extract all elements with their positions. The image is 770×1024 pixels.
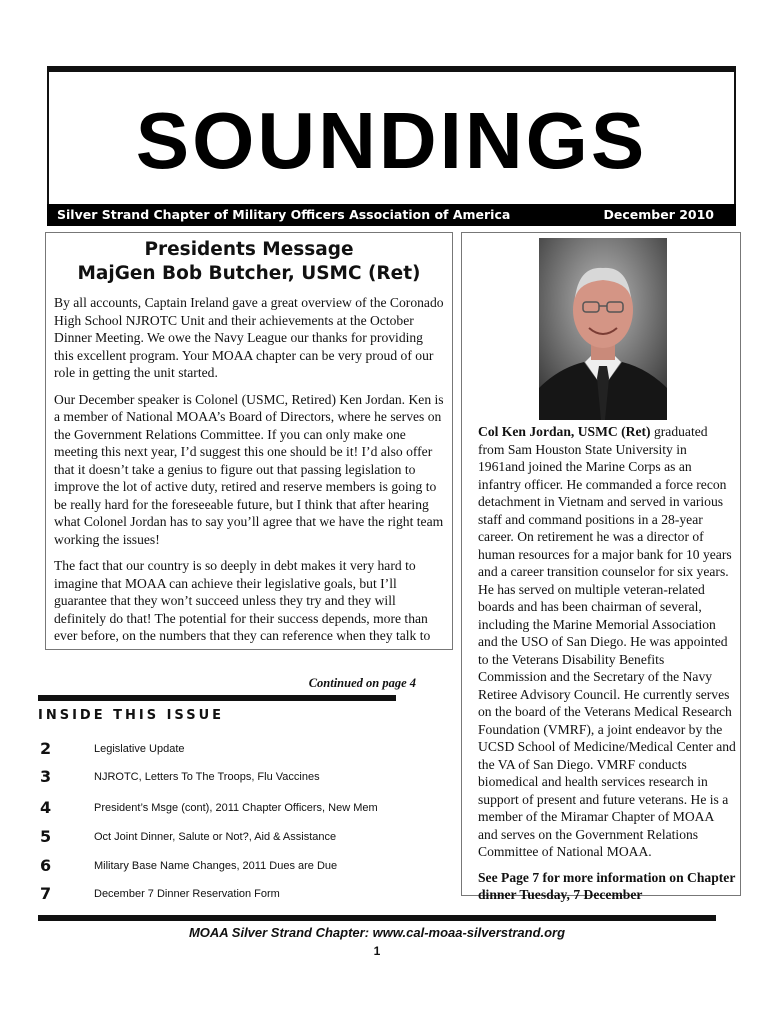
toc-item[interactable] bbox=[38, 738, 458, 760]
newsletter-title: SOUNDINGS bbox=[135, 96, 648, 185]
paragraph: The fact that our country is so deeply in debt makes it very hard to imagine that MOAA can achieve their legislative goals, but I’ll guarantee that they won’t succeed unless they try and they will definitely do that! The potential for their success depends, more than ever before, on the numbers that they can reference when they talk to bbox=[54, 558, 431, 643]
toc-page-number: 6 bbox=[40, 856, 52, 875]
speaker-bio bbox=[478, 423, 736, 861]
toc-item[interactable] bbox=[38, 826, 458, 848]
toc-label: Oct Joint Dinner, Salute or Not?, Aid & Assistance bbox=[94, 831, 337, 843]
inside-issue-rule bbox=[38, 695, 396, 701]
toc-label: NJROTC, Letters To The Troops, Flu Vaccines bbox=[94, 771, 320, 783]
masthead-right-border bbox=[734, 66, 736, 204]
toc-label: December 7 Dinner Reservation Form bbox=[94, 888, 280, 900]
page-number: 1 bbox=[373, 944, 381, 958]
toc-page-number: 2 bbox=[40, 739, 52, 758]
toc-item[interactable] bbox=[38, 855, 458, 877]
footer-website[interactable]: MOAA Silver Strand Chapter: www.cal-moaa-silverstrand.org bbox=[188, 925, 566, 940]
see-page-text: See Page 7 for more information on Chapter dinner Tuesday, 7 December bbox=[478, 869, 736, 902]
toc-item[interactable] bbox=[38, 883, 458, 905]
title-line-2: MajGen Bob Butcher, USMC (Ret) bbox=[77, 263, 421, 284]
inside-issue-heading: INSIDE THIS ISSUE bbox=[38, 708, 225, 723]
issue-date: December 2010 bbox=[603, 207, 714, 222]
speaker-bio-text: graduated from Sam Houston State University in 1961and joined the Marine Corps as an infantry officer. He commanded a force recon detachment in Vietnam and served in various staff and command positions in a 28-year career. On retirement he was a director of human resources for a major bank for 10 years and a career transition counselor for six years. He has served on multiple veteran-related boards and has been chairman of several, including the Marine Memorial Association and the USO of San Diego. He was appointed to the Veterans Disability Benefits Commission and the Secretary of the Navy Retiree Advisory Council. He currently serves on the board of the Veterans Medical Research Foundation (VMRF), a joint endeavor by the UCSD School of Medicine/Medical Center and the VA of San Diego. VMRF conducts biomedical and health services research in support of present and future veterans. He is a member of the Miramar Chapter of MOAA and serves on the Government Relations Committee of National MOAA. bbox=[478, 424, 736, 859]
toc-page-number: 4 bbox=[40, 798, 52, 817]
toc-page-number: 3 bbox=[40, 767, 52, 786]
toc-label: President’s Msge (cont), 2011 Chapter Officers, New Mem bbox=[94, 802, 378, 814]
speaker-photo bbox=[539, 238, 667, 420]
masthead-top-rule bbox=[47, 66, 736, 72]
see-page-note[interactable] bbox=[478, 869, 736, 904]
masthead-subtitle-bar bbox=[47, 204, 736, 226]
speaker-name: Col Ken Jordan, USMC (Ret) bbox=[478, 424, 651, 439]
toc-item[interactable] bbox=[38, 766, 458, 788]
title-line-1: Presidents Message bbox=[144, 239, 354, 260]
toc-label: Legislative Update bbox=[94, 743, 185, 755]
speaker-portrait-illustration bbox=[539, 238, 667, 420]
toc-page-number: 7 bbox=[40, 884, 52, 903]
toc-page-number: 5 bbox=[40, 827, 52, 846]
toc-label: Military Base Name Changes, 2011 Dues are Due bbox=[94, 860, 338, 872]
chapter-name: Silver Strand Chapter of Military Officers Association of America bbox=[57, 207, 511, 222]
presidents-message-title bbox=[45, 238, 453, 286]
paragraph: Our December speaker is Colonel (USMC, Retired) Ken Jordan. Ken is a member of National MOAA’s Board of Directors, where he serves on the Government Relations Committee. If you can only make one meeting this next year, I’d suggest this one should be it! I’d also offer that it doesn’t take a genius to figure out that passing legislation to improve the lot of active duty, retired and reserve members is going to be really hard for the foreseeable future, but I think that after hearing what Colonel Jordan has to say you’ll agree that we have the right team working the issues! bbox=[54, 391, 444, 547]
continued-link[interactable]: Continued on page 4 bbox=[308, 676, 416, 690]
footer-rule bbox=[38, 915, 716, 921]
speaker-profile-text bbox=[478, 423, 736, 912]
toc-item[interactable] bbox=[38, 797, 458, 819]
presidents-message-body bbox=[54, 294, 446, 654]
paragraph: By all accounts, Captain Ireland gave a great overview of the Coronado High School NJROTC Unit and their achievements at the October Dinner Meeting. We owe the Navy League our thanks for providing this excellent program. Your MOAA chapter can be very proud of our role in getting the unit started. bbox=[54, 295, 444, 380]
